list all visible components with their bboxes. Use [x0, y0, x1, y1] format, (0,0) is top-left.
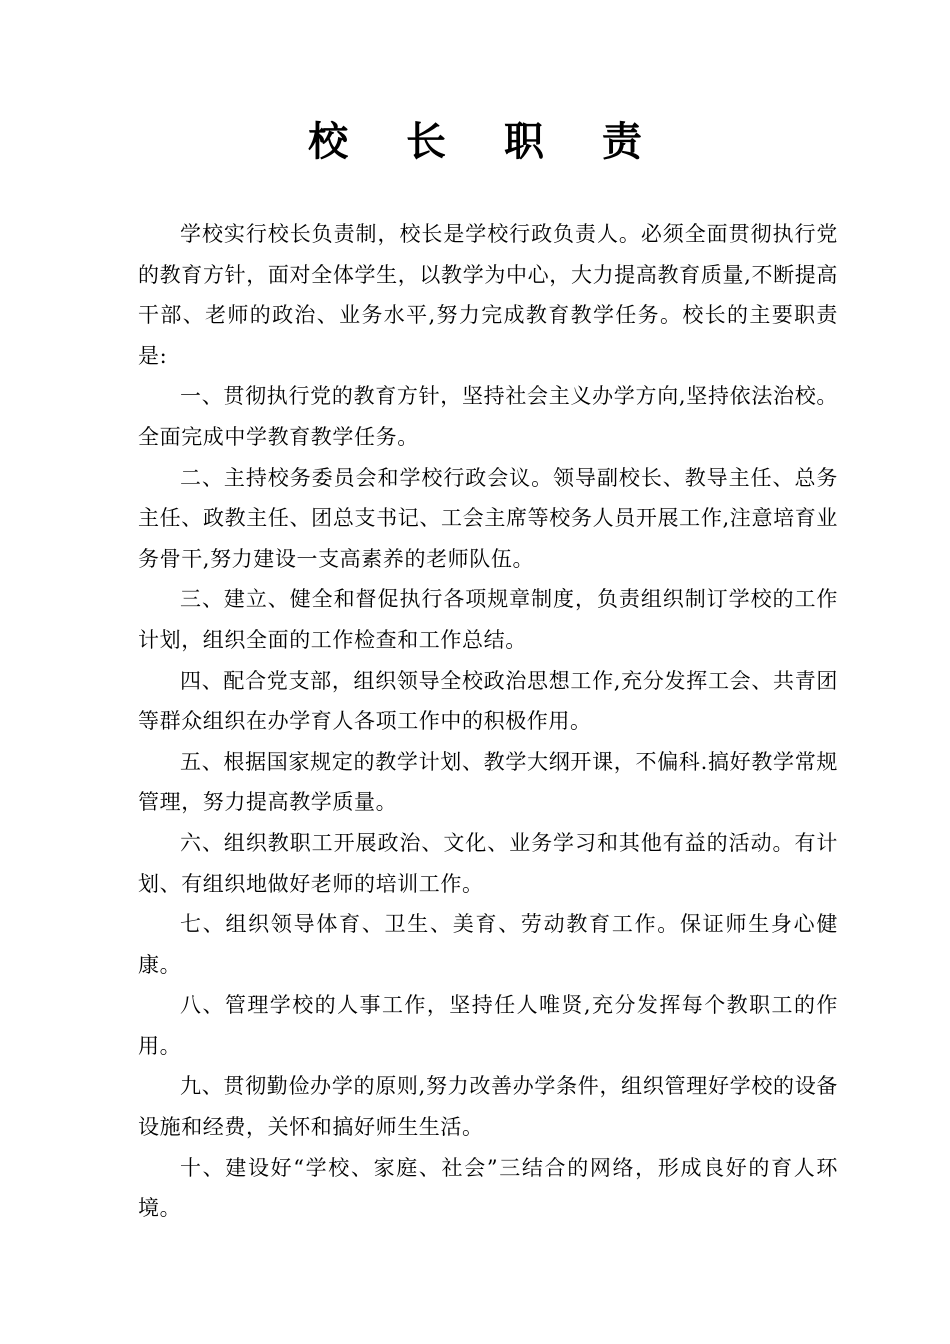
duty-item-7: 七、组织领导体育、卫生、美育、劳动教育工作。保证师生身心健康。	[138, 912, 838, 977]
duty-item-4: 四、配合党支部，组织领导全校政治思想工作,充分发挥工会、共青团等群众组织在办学育人各项工作中的积极作用。	[138, 668, 838, 734]
duty-item-1: 一、贯彻执行党的教育方针，坚持社会主义办学方向,坚持依法治校。全面完成中学教育教学任务。	[138, 384, 838, 449]
document-title: 校 长 职 责	[308, 118, 664, 165]
intro-paragraph: 学校实行校长负责制，校长是学校行政负责人。必须全面贯彻执行党的教育方针，面对全体学生，以教学为中心，大力提高教育质量,不断提高干部、老师的政治、业务水平,努力完成教育教学任务。校长的主要职责是:	[138, 222, 838, 368]
duty-item-8: 八、管理学校的人事工作，坚持任人唯贤,充分发挥每个教职工的作用。	[138, 993, 838, 1058]
duty-item-2: 二、主持校务委员会和学校行政会议。领导副校长、教导主任、总务主任、政教主任、团总支书记、工会主席等校务人员开展工作,注意培育业务骨干,努力建设一支高素养的老师队伍。	[138, 465, 838, 571]
duty-item-9: 九、贯彻勤俭办学的原则,努力改善办学条件，组织管理好学校的设备设施和经费，关怀和搞好师生生活。	[138, 1074, 838, 1140]
document-body	[138, 214, 838, 1229]
duty-item-3: 三、建立、健全和督促执行各项规章制度，负责组织制订学校的工作计划，组织全面的工作检查和工作总结。	[138, 587, 838, 652]
duty-item-5: 五、根据国家规定的教学计划、教学大纲开课，不偏科.搞好教学常规管理，努力提高教学质量。	[138, 749, 838, 815]
duty-item-6: 六、组织教职工开展政治、文化、业务学习和其他有益的活动。有计划、有组织地做好老师的培训工作。	[138, 830, 838, 896]
duty-item-10: 十、建设好“学校、家庭、社会”三结合的网络，形成良好的育人环境。	[138, 1155, 838, 1221]
